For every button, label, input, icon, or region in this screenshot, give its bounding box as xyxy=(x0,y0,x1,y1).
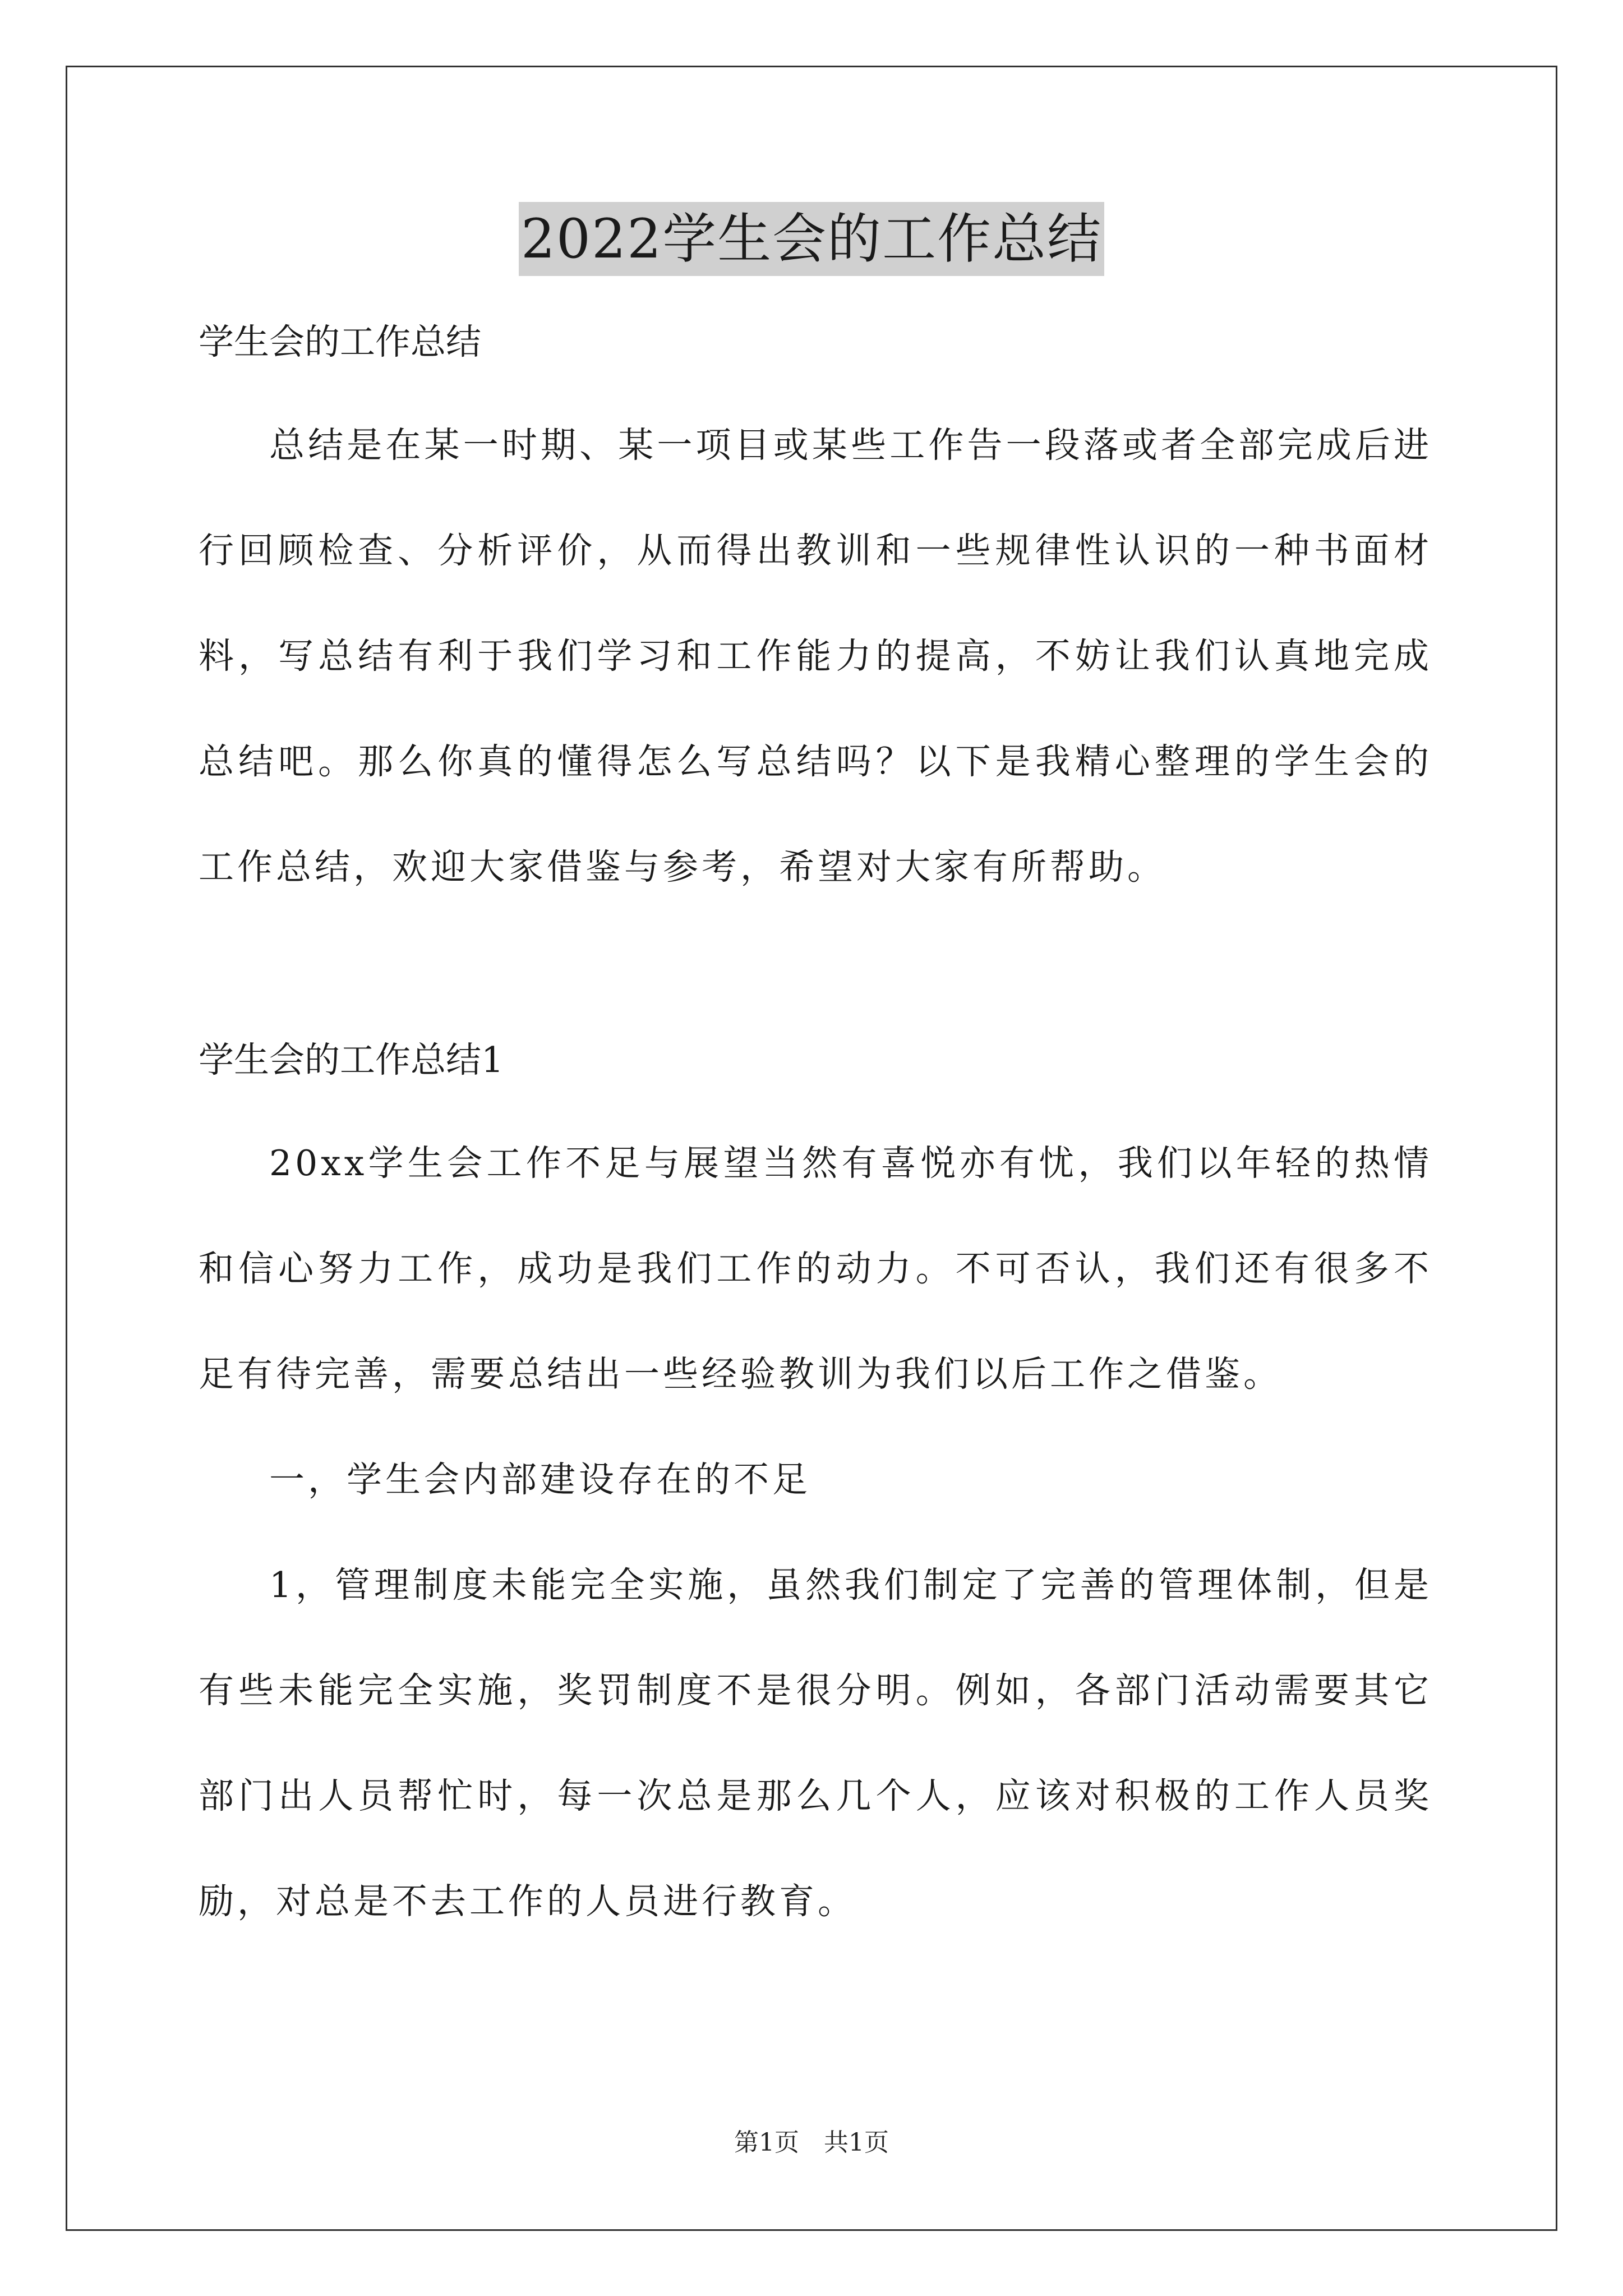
page-number: 第1页 xyxy=(734,2128,799,2157)
section-heading: 学生会的工作总结1 xyxy=(199,1039,504,1080)
document-subtitle: 学生会的工作总结 xyxy=(199,321,481,362)
page-total: 共1页 xyxy=(824,2128,889,2157)
point-heading: 一，学生会内部建设存在的不足 xyxy=(269,1459,811,1500)
document-title: 2022学生会的工作总结 xyxy=(519,202,1104,276)
section-paragraph: 20xx学生会工作不足与展望当然有喜悦亦有忧，我们以年轻的热情和信心努力工作，成功是我们工作的动力。不可否认，我们还有很多不足有待完善，需要总结出一些经验教训为我们以后工作之借鉴。 xyxy=(199,1143,1432,1395)
document-body xyxy=(199,314,1432,1954)
intro-paragraph: 总结是在某一时期、某一项目或某些工作告一段落或者全部完成后进行回顾检查、分析评价，从而得出教训和一些规律性认识的一种书面材料，写总结有利于我们学习和工作能力的提高，不妨让我们认真地完成总结吧。那么你真的懂得怎么写总结吗？以下是我精心整理的学生会的工作总结，欢迎大家借鉴与参考，希望对大家有所帮助。 xyxy=(199,425,1432,887)
page-footer xyxy=(0,2126,1623,2160)
title-container xyxy=(0,202,1623,276)
section-spacer xyxy=(199,920,1432,1032)
point-paragraph: 1，管理制度未能完全实施，虽然我们制定了完善的管理体制，但是有些未能完全实施，奖罚制度不是很分明。例如，各部门活动需要其它部门出人员帮忙时，每一次总是那么几个人，应该对积极的工作人员奖励，对总是不去工作的人员进行教育。 xyxy=(199,1565,1432,1922)
